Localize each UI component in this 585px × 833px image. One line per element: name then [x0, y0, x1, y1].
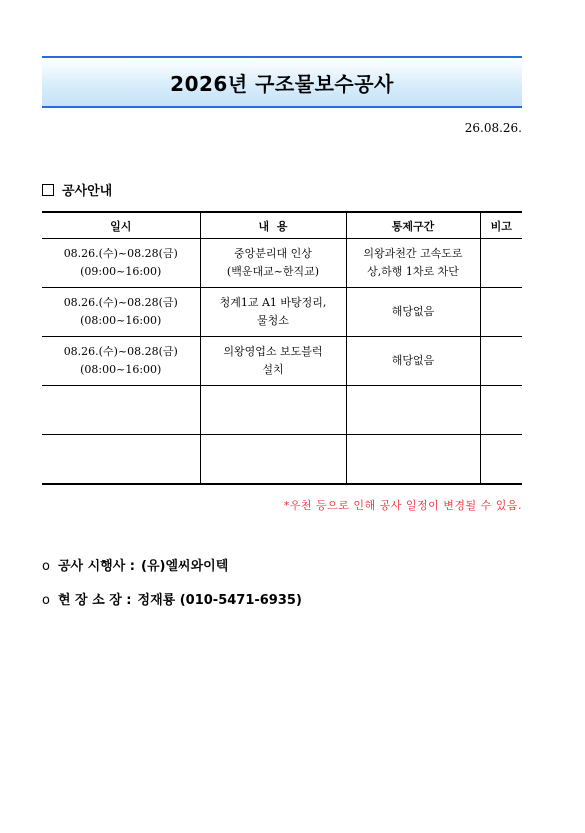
- cell-note: [480, 337, 522, 386]
- contractor-label: 공사 시행사 :: [57, 559, 136, 574]
- cell-control: [346, 386, 480, 435]
- cell-content: 중앙분리대 인상 (백운대교~한직교): [200, 239, 346, 288]
- header-note: 비고: [480, 212, 522, 239]
- cell-date: 08.26.(수)~08.28(금) (08:00~16:00): [42, 337, 200, 386]
- cell-content: 의왕영업소 보도블럭 설치: [200, 337, 346, 386]
- table-row: [42, 435, 522, 485]
- section-title: 공사안내: [62, 184, 113, 199]
- cell-note: [480, 288, 522, 337]
- table-header-row: [42, 212, 522, 239]
- document-date: 26.08.26.: [464, 121, 522, 135]
- contractor-value: (유)엘씨와이텍: [141, 559, 229, 574]
- cell-control: 해당없음: [346, 337, 480, 386]
- square-outline-icon: [42, 184, 54, 196]
- cell-note: [480, 239, 522, 288]
- bullet-icon: o: [42, 593, 50, 608]
- cell-date: [42, 435, 200, 485]
- page-title: 2026년 구조물보수공사: [170, 71, 394, 96]
- table-row: [42, 239, 522, 288]
- contractor-line: [42, 555, 228, 574]
- schedule-table: [42, 211, 522, 485]
- header-content: 내 용: [200, 212, 346, 239]
- table-row: [42, 386, 522, 435]
- table-row: [42, 337, 522, 386]
- cell-control: 의왕과천간 고속도로 상,하행 1차로 차단: [346, 239, 480, 288]
- cell-content: [200, 386, 346, 435]
- table-row: [42, 288, 522, 337]
- header-control-section: 통제구간: [346, 212, 480, 239]
- cell-control: [346, 435, 480, 485]
- cell-date: [42, 386, 200, 435]
- title-banner: [42, 56, 522, 108]
- cell-date: 08.26.(수)~08.28(금) (09:00~16:00): [42, 239, 200, 288]
- section-heading: [42, 180, 112, 199]
- site-manager-value: 정재룡 (010-5471-6935): [137, 593, 302, 608]
- cell-date: 08.26.(수)~08.28(금) (08:00~16:00): [42, 288, 200, 337]
- cell-note: [480, 435, 522, 485]
- schedule-change-notice: *우천 등으로 인해 공사 일정이 변경될 수 있음.: [283, 499, 522, 512]
- site-manager-label: 현 장 소 장 :: [57, 593, 132, 608]
- cell-content: 청계1교 A1 바탕정리, 물청소: [200, 288, 346, 337]
- header-date: 일시: [42, 212, 200, 239]
- cell-content: [200, 435, 346, 485]
- site-manager-line: [42, 589, 302, 608]
- bullet-icon: o: [42, 559, 50, 574]
- cell-control: 해당없음: [346, 288, 480, 337]
- cell-note: [480, 386, 522, 435]
